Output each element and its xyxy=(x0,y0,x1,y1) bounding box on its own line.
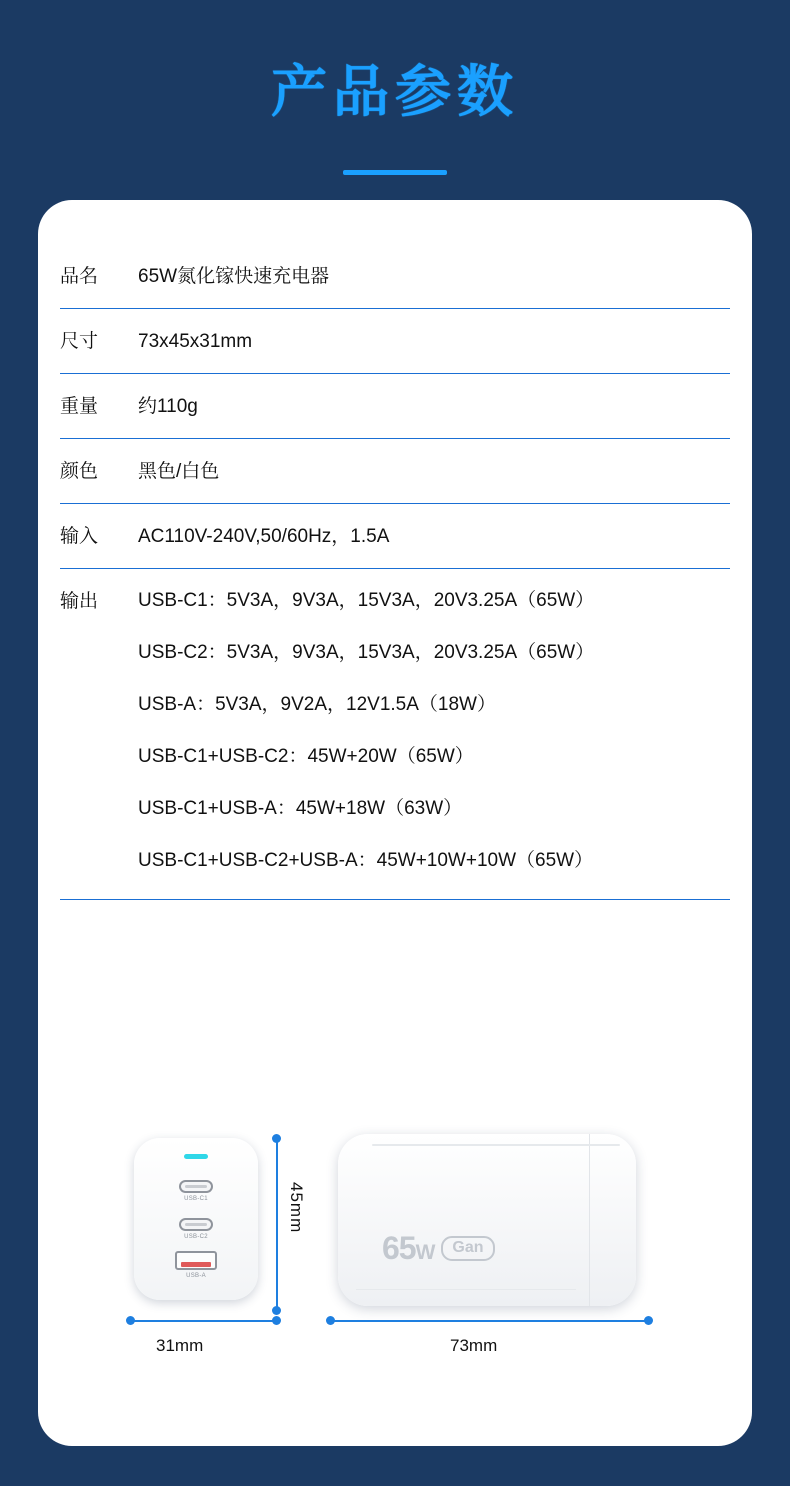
table-row xyxy=(60,504,730,569)
spec-value: 黑色/白色 xyxy=(138,461,220,482)
page-title: 产品参数 xyxy=(271,60,519,123)
wattage-unit: W xyxy=(415,1241,435,1264)
side-bottom-edge xyxy=(356,1289,576,1291)
usb-a-port-icon xyxy=(175,1251,217,1270)
dim-height-line xyxy=(276,1138,278,1310)
spec-label: 输出 xyxy=(60,591,99,612)
usb-a-port-label: USB-A xyxy=(186,1273,206,1279)
dim-side-width-line xyxy=(330,1320,648,1322)
table-row xyxy=(60,439,730,504)
product-diagram xyxy=(38,1100,752,1420)
dim-height-label: 45mm xyxy=(287,1182,306,1234)
table-row xyxy=(60,309,730,374)
list-item: USB-C2：5V3A，9V3A，15V3A，20V3.25A（65W） xyxy=(138,642,595,663)
table-row xyxy=(60,374,730,439)
usb-c2-port-icon xyxy=(179,1218,213,1231)
brand-marking xyxy=(382,1230,495,1267)
gan-badge: Gan xyxy=(441,1236,494,1261)
page-header xyxy=(0,0,790,175)
spec-value: AC110V-240V,50/60Hz，1.5A xyxy=(138,526,390,547)
list-item: USB-C1+USB-A：45W+18W（63W） xyxy=(138,798,463,819)
spec-value: 约110g xyxy=(138,396,198,417)
table-row-output xyxy=(60,569,730,900)
led-indicator-icon xyxy=(184,1154,208,1159)
spec-label: 尺寸 xyxy=(60,331,99,352)
spec-label: 品名 xyxy=(60,266,99,287)
spec-table xyxy=(60,238,730,900)
spec-card xyxy=(38,200,752,1446)
list-item: USB-C1+USB-C2：45W+20W（65W） xyxy=(138,746,474,767)
charger-front-view xyxy=(134,1138,258,1300)
dim-side-width-label: 73mm xyxy=(450,1336,498,1355)
charger-side-view xyxy=(338,1134,636,1306)
dim-front-cap-right xyxy=(272,1316,281,1325)
dim-side-cap-right xyxy=(644,1316,653,1325)
usb-c1-port-label: USB-C1 xyxy=(184,1196,208,1202)
spec-label: 输入 xyxy=(60,526,99,547)
spec-value: 73x45x31mm xyxy=(138,331,253,352)
title-underline xyxy=(343,170,447,175)
spec-label: 重量 xyxy=(60,396,99,417)
table-row xyxy=(60,238,730,309)
spec-label: 颜色 xyxy=(60,461,99,482)
list-item: USB-C1+USB-C2+USB-A：45W+10W+10W（65W） xyxy=(138,850,594,871)
list-item: USB-C1：5V3A，9V3A，15V3A，20V3.25A（65W） xyxy=(138,590,595,611)
list-item: USB-A：5V3A，9V2A，12V1.5A（18W） xyxy=(138,694,496,715)
wattage-label xyxy=(382,1230,434,1267)
wattage-value: 65 xyxy=(382,1230,416,1266)
dim-front-width-label: 31mm xyxy=(156,1336,204,1355)
usb-c1-port-icon xyxy=(179,1180,213,1193)
side-seam xyxy=(589,1134,591,1306)
side-top-edge xyxy=(372,1144,620,1146)
output-list xyxy=(138,589,594,873)
usb-c2-port-label: USB-C2 xyxy=(184,1234,208,1240)
dim-height-cap-bottom xyxy=(272,1306,281,1315)
spec-value: 65W氮化镓快速充电器 xyxy=(138,266,330,287)
dim-front-width-line xyxy=(130,1320,276,1322)
